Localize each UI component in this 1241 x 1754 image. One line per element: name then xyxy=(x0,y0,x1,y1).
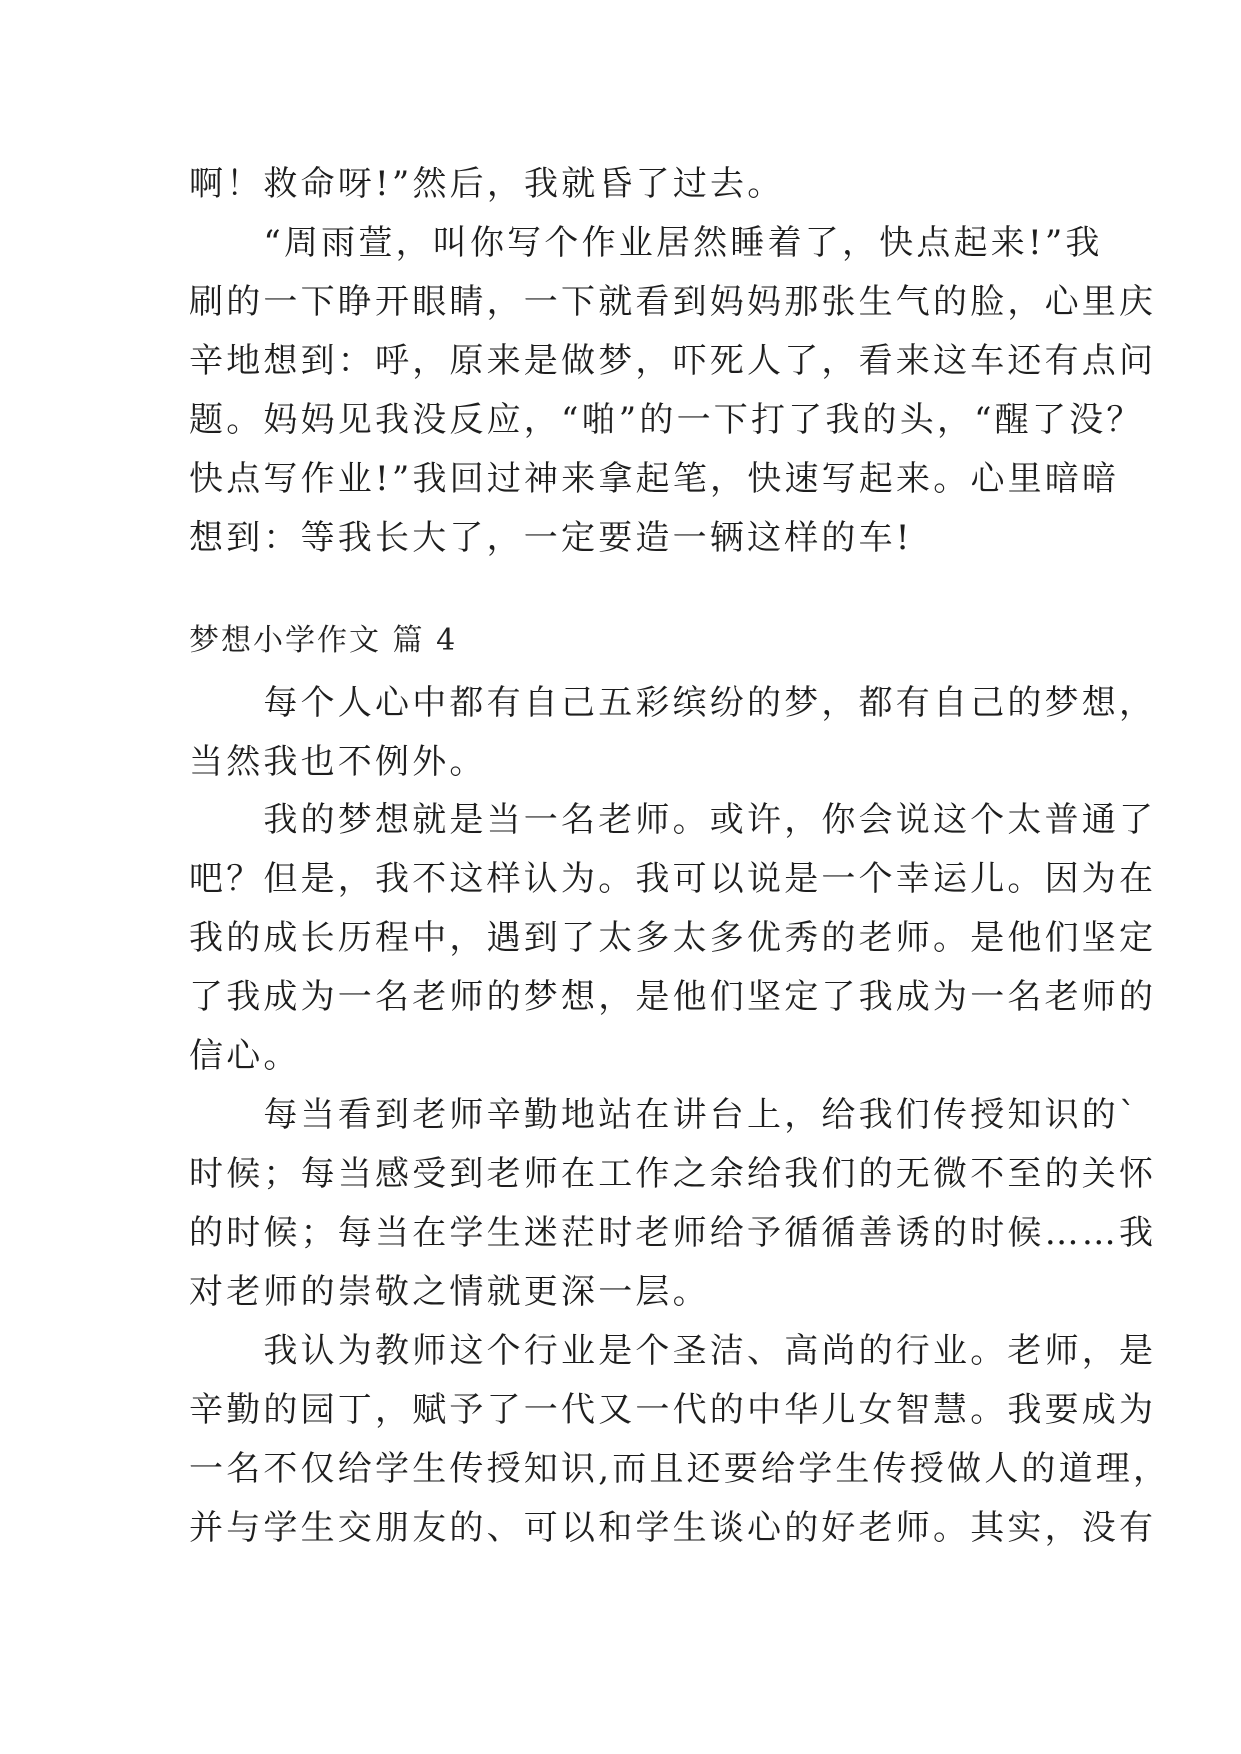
paragraph-line: 吧？但是，我不这样认为。我可以说是一个幸运儿。因为在 xyxy=(189,859,1157,899)
paragraph-line: 我认为教师这个行业是个圣洁、高尚的行业。老师，是 xyxy=(189,1331,1157,1371)
paragraph-line: 时候；每当感受到老师在工作之余给我们的无微不至的关怀 xyxy=(189,1154,1157,1194)
paragraph-line: 信心。 xyxy=(189,1036,301,1076)
paragraph-line: 一名不仅给学生传授知识,而且还要给学生传授做人的道理， xyxy=(189,1449,1171,1489)
paragraph-line: 辛勤的园丁，赋予了一代又一代的中华儿女智慧。我要成为 xyxy=(189,1390,1157,1430)
paragraph-line: 当然我也不例外。 xyxy=(189,742,487,782)
paragraph-line: 我的成长历程中，遇到了太多太多优秀的老师。是他们坚定 xyxy=(189,918,1157,958)
paragraph-line: 快点写作业!”我回过神来拿起笔，快速写起来。心里暗暗 xyxy=(189,459,1120,499)
paragraph-line: 每个人心中都有自己五彩缤纷的梦，都有自己的梦想， xyxy=(189,683,1157,723)
paragraph-line: 对老师的崇敬之情就更深一层。 xyxy=(189,1272,710,1312)
paragraph-line: “周雨萱，叫你写个作业居然睡着了，快点起来!”我 xyxy=(189,223,1103,263)
paragraph-line: 题。妈妈见我没反应，“啪”的一下打了我的头，“醒了没？ xyxy=(189,400,1144,440)
paragraph-line: 了我成为一名老师的梦想，是他们坚定了我成为一名老师的 xyxy=(189,977,1157,1017)
paragraph-line: 并与学生交朋友的、可以和学生谈心的好老师。其实，没有 xyxy=(189,1508,1157,1548)
paragraph-line: 辛地想到：呼，原来是做梦，吓死人了，看来这车还有点问 xyxy=(189,341,1157,381)
paragraph-line: 刷的一下睁开眼睛，一下就看到妈妈那张生气的脸，心里庆 xyxy=(189,282,1157,322)
paragraph-line: 的时候；每当在学生迷茫时老师给予循循善诱的时候……我 xyxy=(189,1213,1157,1253)
section-heading: 梦想小学作文 篇 4 xyxy=(189,623,458,658)
paragraph-line: 我的梦想就是当一名老师。或许，你会说这个太普通了 xyxy=(189,800,1157,840)
paragraph-line: 啊！救命呀!”然后，我就昏了过去。 xyxy=(189,164,785,204)
paragraph-line: 每当看到老师辛勤地站在讲台上，给我们传授知识的` xyxy=(189,1095,1140,1135)
paragraph-line: 想到：等我长大了，一定要造一辆这样的车! xyxy=(189,518,913,558)
